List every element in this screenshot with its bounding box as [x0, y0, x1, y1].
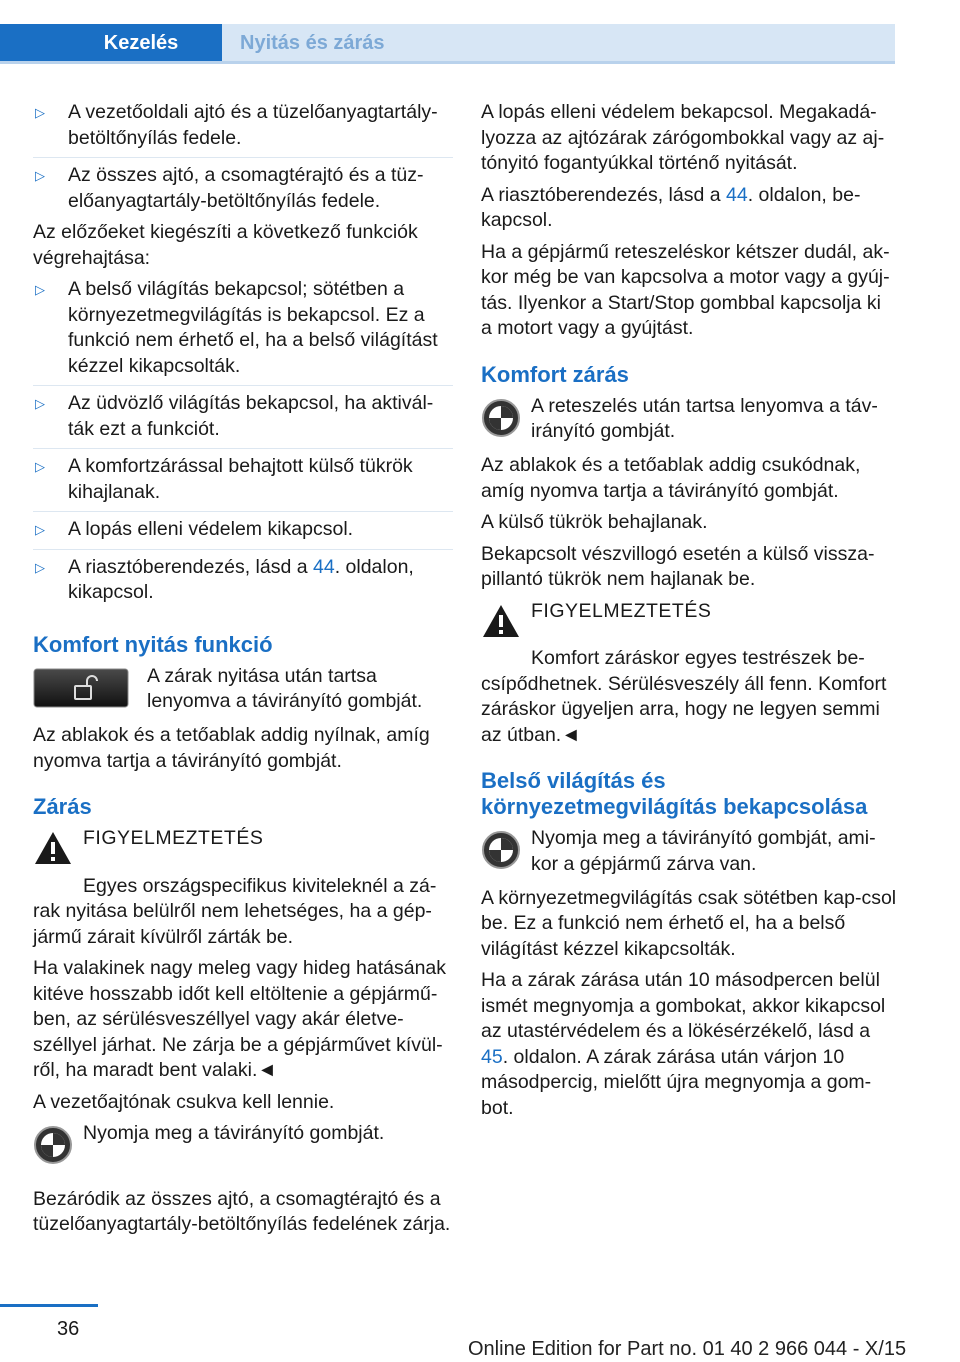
page-header: [0, 24, 895, 62]
paragraph: Ha valakinek nagy meleg vagy hideg hatásának kitéve hosszabb időt kell eltöltenie a gépjármű-ben, az sérülésveszéllyel vagy akár életve-széllyel járhat. Ne zárja be a gépjárművet kívül-ről, ha maradt bent valaki.◄: [33, 957, 447, 1081]
paragraph: Ha a gépjármű reteszeléskor kétszer dudál, ak-kor még be van kapcsolva a motor vagy a gyúj-tás. Ilyenkor a Start/Stop gombbal kapcsolja ki a motort vagy a gyújtást.: [481, 240, 890, 339]
list-item: ▷ A belső világítás bekapcsol; sötétben a környezetmegvilágítás is bekapcsol. Ez a funkció nem érhető el, ha a belső világítást kézzel kikapcsolták.: [33, 277, 453, 386]
paragraph: A vezetőajtónak csukva kell lennie.: [33, 1090, 335, 1113]
list-item: ▷ A komfortzárással behajtott külső tükrök kihajlanak.: [33, 449, 453, 512]
warning-text: Egyes országspecifikus kiviteleknél a zá-rak nyitása belülről nem lehetséges, ha a gép-jármű zárait kívülről zárták be.: [33, 874, 437, 948]
warning-title: FIGYELMEZTETÉS: [531, 599, 712, 622]
section-heading: Belső világítás és környezetmegvilágítás bekapcsolása: [481, 768, 868, 819]
header-rule: [0, 61, 895, 64]
right-column: [481, 100, 897, 1127]
lock-instruction: Nyomja meg a távirányító gombját.: [33, 1121, 453, 1173]
section-heading: Zárás: [33, 794, 92, 819]
unlock-button-icon: [33, 664, 147, 716]
warning-block: [33, 826, 453, 874]
list-item: ▷ Az összes ajtó, a csomagtérajtó és a tüz-előanyagtartály-betöltőnyílás fedele.: [33, 158, 453, 220]
section-tab[interactable]: Nyitás és zárás: [222, 24, 895, 62]
paragraph: Az előzőeket kiegészíti a következő funkciók végrehajtása:: [33, 221, 418, 269]
interior-light-instruction: Nyomja meg a távirányító gombját, ami-kor a gépjármű zárva van.: [481, 826, 897, 878]
triangle-bullet-icon: ▷: [35, 282, 45, 297]
paragraph: Az ablakok és a tetőablak addig csukódnak, amíg nyomva tartja a távirányító gombját.: [481, 454, 861, 502]
paragraph: A külső tükrök behajlanak.: [481, 511, 708, 533]
paragraph: Ha a zárak zárása után 10 másodpercen belül ismét megnyomja a gombokat, akkor kikapcsol az utastérvédelem és a lökésérzékelő, lásd a 45. oldalon. A zárak zárása után várjon 10 másodpercig, mielőtt újra megnyomja a gom-bot.: [481, 969, 886, 1119]
list-item: ▷ A lopás elleni védelem kikapcsol.: [33, 512, 453, 550]
paragraph: A riasztóberendezés, lásd a 44. oldalon, be-kapcsol.: [481, 183, 861, 231]
bmw-key-icon: [481, 826, 531, 878]
paragraph: Az ablakok és a tetőablak addig nyílnak, amíg nyomva tartja a távirányító gombját.: [33, 724, 430, 772]
bmw-key-icon: [33, 1121, 83, 1173]
page-link[interactable]: 44: [725, 183, 748, 206]
warning-block: [481, 599, 897, 647]
section-heading: Komfort zárás: [481, 361, 629, 387]
triangle-bullet-icon: ▷: [35, 559, 45, 575]
chapter-tab[interactable]: Kezelés: [0, 24, 222, 62]
list-item: ▷ A riasztóberendezés, lásd a 44. oldalon, kikapcsol.: [33, 550, 453, 612]
left-column: [33, 100, 453, 1244]
triangle-bullet-icon: ▷: [35, 396, 45, 411]
warning-icon: [33, 826, 83, 874]
triangle-bullet-icon: ▷: [35, 459, 45, 474]
page-number: 36: [57, 1318, 80, 1340]
list-item: ▷ A vezetőoldali ajtó és a tüzelőanyagtartály-betöltőnyílás fedele.: [33, 100, 453, 158]
bmw-key-icon: [481, 394, 531, 446]
footer-rule: [0, 1304, 98, 1307]
warning-text: Komfort záráskor egyes testrészek be-csípődhetnek. Sérülésveszély áll fenn. Komfort záráskor ügyeljen arra, hogy ne legyen semmi az útban.◄: [481, 647, 887, 746]
triangle-bullet-icon: ▷: [35, 522, 45, 537]
edition-note: Online Edition for Part no. 01 40 2 966 044 - X/15: [468, 1338, 907, 1360]
paragraph: A környezetmegvilágítás csak sötétben kap-csol be. Ez a funkció nem érhető el, ha a belső világítást kézzel kikapcsolták.: [481, 886, 897, 960]
page-link[interactable]: 45: [481, 1045, 503, 1068]
triangle-bullet-icon: ▷: [35, 105, 45, 120]
paragraph: A lopás elleni védelem bekapcsol. Megakadá-lyozza az ajtózárak zárógombokkal vagy az aj-tónyitó fogantyúkkal történő nyitását.: [481, 101, 885, 174]
paragraph: Bezáródik az összes ajtó, a csomagtérajtó és a tüzelőanyagtartály-betöltőnyílás fedelének zárja.: [33, 1187, 451, 1235]
page-link[interactable]: 44: [312, 555, 335, 578]
section-heading: Komfort nyitás funkció: [33, 631, 273, 657]
unlock-instruction: A zárak nyitása után tartsa lenyomva a távirányító gombját.: [33, 664, 453, 716]
warning-icon: [481, 599, 531, 647]
paragraph: Bekapcsolt vészvillogó esetén a külső vissza-pillantó tükrök nem hajlanak be.: [481, 542, 875, 590]
comfort-lock-instruction: A reteszelés után tartsa lenyomva a táv-irányító gombját.: [481, 394, 897, 446]
triangle-bullet-icon: ▷: [35, 168, 45, 183]
list-item: ▷ Az üdvözlő világítás bekapcsol, ha aktivál-ták ezt a funkciót.: [33, 386, 453, 449]
warning-title: FIGYELMEZTETÉS: [83, 827, 264, 849]
